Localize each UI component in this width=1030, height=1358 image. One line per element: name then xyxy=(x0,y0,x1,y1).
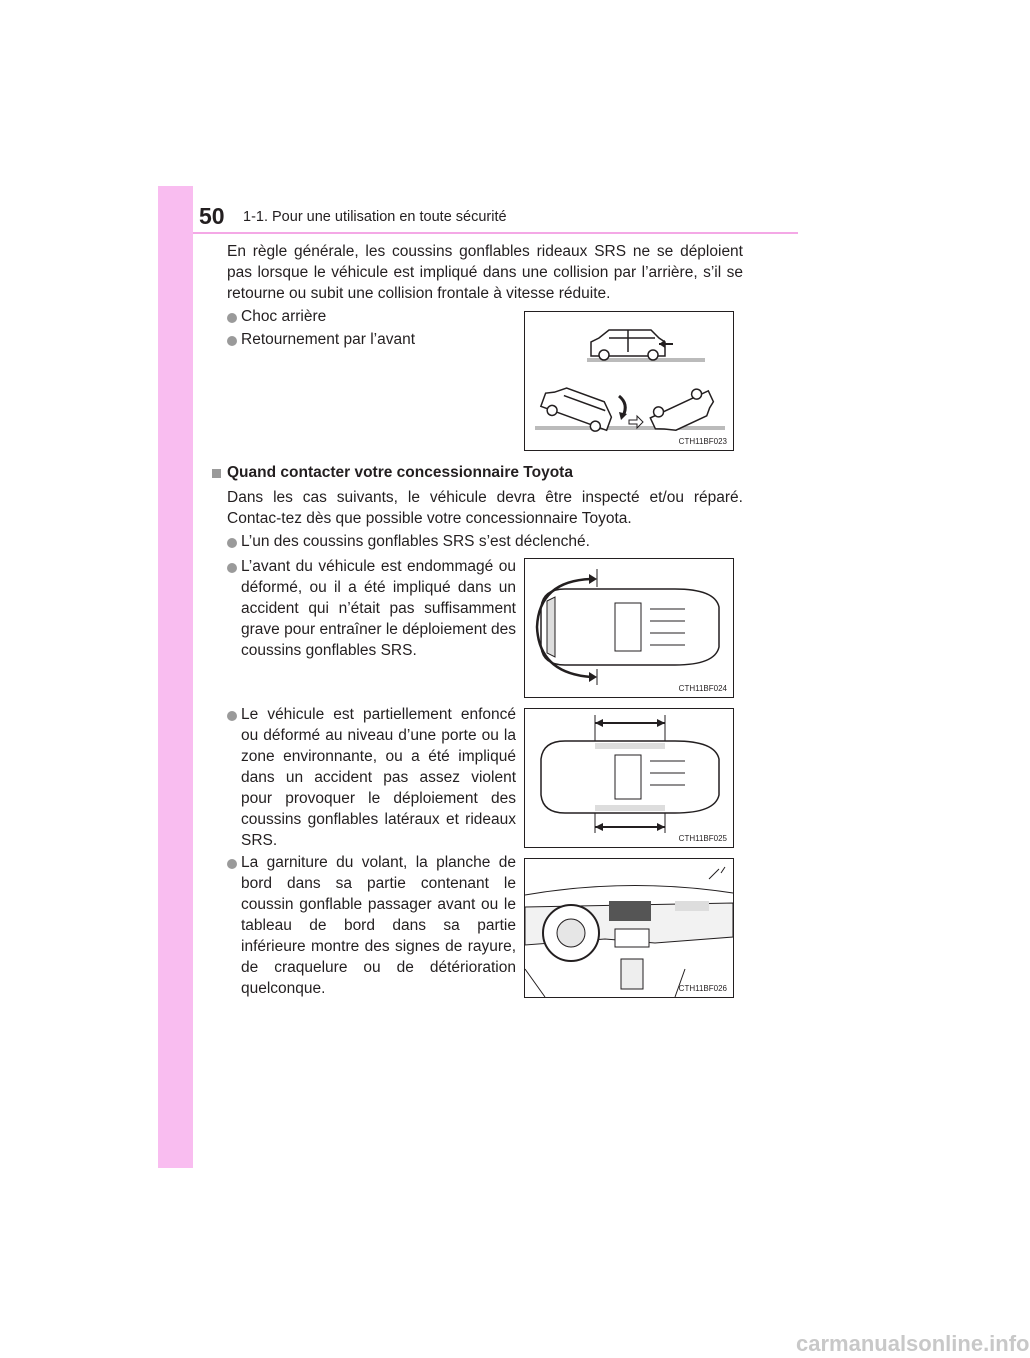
list-item-rear-impact: Choc arrière xyxy=(241,308,327,325)
header-rule xyxy=(193,232,798,234)
paragraph-2: Dans les cas suivants, le véhicule devra être inspecté et/ou réparé. Contac-tez dès que possible votre concessionnaire Toyota. xyxy=(227,489,743,527)
figure-dashboard xyxy=(524,858,734,998)
figure-code: CTH11BF024 xyxy=(678,684,727,693)
car-top-view-front xyxy=(525,559,733,697)
figure-collision-cases xyxy=(524,311,734,451)
bullet-dot-icon xyxy=(227,538,237,548)
intro-paragraph: En règle générale, les coussins gonflables rideaux SRS ne se déploient pas lorsque le véhicule est impliqué dans une collision par l’arrière, s’il se retourne ou subit une collision frontale à vitesse réduite. xyxy=(227,243,743,302)
figure-code: CTH11BF023 xyxy=(678,437,727,446)
figure-side-damage xyxy=(524,708,734,848)
figure-code: CTH11BF025 xyxy=(678,834,727,843)
section-title: 1-1. Pour une utilisation en toute sécurité xyxy=(243,209,507,225)
list-item-side-damage: Le véhicule est partiellement enfoncé ou déformé au niveau d’une porte ou la zone environnante, ou a été impliqué dans un accident pas assez violent pour provoquer le déploiement des coussins gonflables latéraux et rideaux SRS. xyxy=(241,706,516,849)
collision-illustration xyxy=(525,312,733,450)
list-item-rollover: Retournement par l’avant xyxy=(241,331,416,348)
bullet-dot-icon xyxy=(227,313,237,323)
bullet-dot-icon xyxy=(227,859,237,869)
list-item-trim-damage: La garniture du volant, la planche de bord dans sa partie contenant le coussin gonflable passager avant ou le tableau de bord dans sa partie inférieure montre des signes de rayure, de craquelure ou de détérioration quelconque. xyxy=(241,854,516,997)
figure-code: CTH11BF026 xyxy=(678,984,727,993)
bullet-dot-icon xyxy=(227,563,237,573)
page-number: 50 xyxy=(199,203,225,229)
dashboard-illustration xyxy=(525,859,733,997)
list-item-srs-deployed: L’un des coussins gonflables SRS s’est déclenché. xyxy=(241,533,590,550)
heading-square-icon xyxy=(212,469,221,478)
list-item-front-damage: L’avant du véhicule est endommagé ou déformé, ou il a été impliqué dans un accident qui n’était pas suffisamment grave pour entraîner le déploiement des coussins gonflables SRS. xyxy=(241,558,516,659)
figure-front-damage xyxy=(524,558,734,698)
chapter-tab-bar xyxy=(158,186,193,1168)
car-top-view-side xyxy=(525,709,733,847)
bullet-dot-icon xyxy=(227,336,237,346)
bullet-dot-icon xyxy=(227,711,237,721)
watermark: carmanualsonline.info xyxy=(796,1331,1030,1356)
section-heading: Quand contacter votre concessionnaire Toyota xyxy=(227,464,573,481)
